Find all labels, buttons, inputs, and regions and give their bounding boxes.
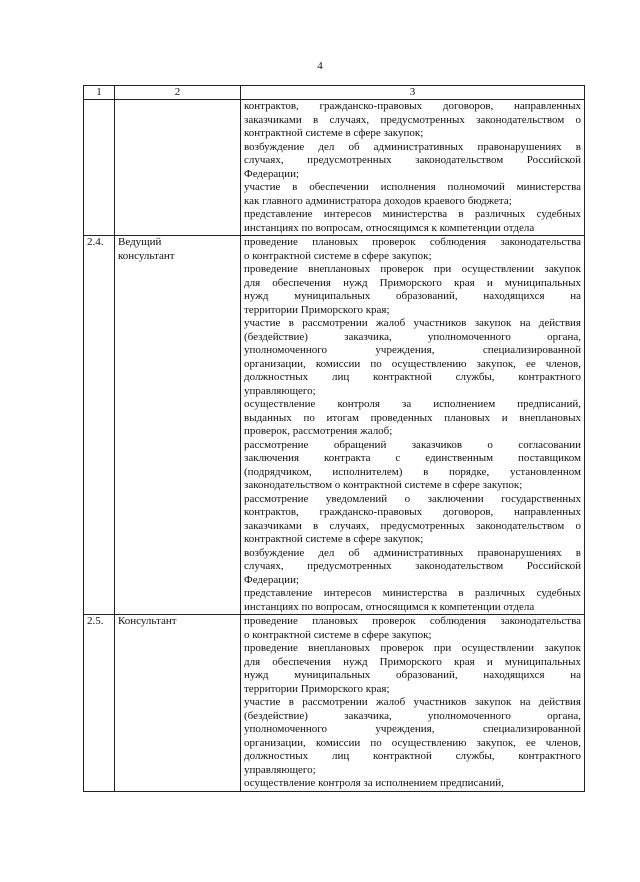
duty-text-line: уполномоченного учреждения, специализированной: [244, 723, 581, 735]
duty-text-line: управляющего;: [244, 384, 316, 397]
duty-text-line: должностных лиц контрактной службы, контрактного: [244, 371, 581, 383]
row-number: 2.4.: [84, 236, 115, 615]
duty-text-line: инстанциях по вопросам, относящимся к компетенции отдела: [244, 600, 535, 613]
duties-cell: [241, 100, 585, 236]
duty-text-line: проведение плановых проверок соблюдения законодательства: [244, 236, 581, 248]
position-title: [115, 615, 241, 792]
table-row: [84, 615, 585, 792]
duty-text-line: рассмотрение обращений заказчиков о согласовании: [244, 438, 581, 451]
position-title: [115, 236, 241, 615]
duty-text-line: заказчиками в случаях, предусмотренных законодательством о: [244, 113, 581, 126]
position-title-line: Консультант: [118, 615, 177, 627]
duty-text-line: рассмотрение уведомлений о заключении государственных: [244, 492, 581, 505]
row-number: [84, 100, 115, 236]
column-header: 2: [115, 86, 241, 100]
column-header: 1: [84, 86, 115, 100]
duty-text-line: контрактов, гражданско-правовых договоров, направленных: [244, 100, 581, 112]
duty-text-line: заказчиками в случаях, предусмотренных законодательством о: [244, 519, 581, 532]
duty-text-line: случаях, предусмотренных законодательством Российской: [244, 154, 581, 166]
duty-text-line: случаях, предусмотренных законодательством Российской: [244, 560, 581, 572]
duty-text-line: для обеспечения нужд Приморского края и муниципальных: [244, 655, 581, 668]
duty-text-line: для обеспечения нужд Приморского края и муниципальных: [244, 276, 581, 289]
duty-text-line: нужд муниципальных образований, находящихся на: [244, 669, 581, 681]
duty-text-line: о контрактной системе в сфере закупок;: [244, 249, 432, 262]
duty-text-line: нужд муниципальных образований, находящихся на: [244, 290, 581, 302]
duty-text-line: проведение внеплановых проверок при осуществлении закупок: [244, 642, 581, 654]
duty-text-line: организации, комиссии по осуществлению закупок, ее членов,: [244, 357, 581, 370]
duty-text-line: участие в обеспечении исполнения полномочий министерства: [244, 181, 581, 193]
duties-table: [83, 85, 585, 792]
page-number: 4: [317, 60, 323, 72]
duty-text-line: участие в рассмотрении жалоб участников закупок на действия: [244, 317, 581, 329]
duty-text-line: возбуждение дел об административных правонарушениях в: [244, 140, 581, 153]
duty-text-line: должностных лиц контрактной службы, контрактного: [244, 750, 581, 762]
duty-text-line: осуществление контроля за исполнением предписаний,: [244, 777, 504, 789]
duty-text-line: организации, комиссии по осуществлению закупок, ее членов,: [244, 736, 581, 749]
duty-text-line: территории Приморского края;: [244, 682, 390, 695]
duty-text-line: осуществление контроля за исполнением предписаний,: [244, 398, 581, 410]
duties-cell: [241, 236, 585, 615]
duty-text-line: представление интересов министерства в различных судебных: [244, 587, 581, 599]
duty-text-line: проверок, рассмотрения жалоб;: [244, 425, 393, 437]
row-number: 2.5.: [84, 615, 115, 792]
table-row: [84, 100, 585, 236]
duty-text-line: представление интересов министерства в различных судебных: [244, 208, 581, 220]
duty-text-line: о контрактной системе в сфере закупок;: [244, 628, 432, 641]
duty-text-line: как главного администратора доходов краевого бюджета;: [244, 194, 512, 207]
position-title-line: консультант: [118, 249, 175, 262]
duty-text-line: Федерации;: [244, 167, 300, 180]
column-header: 3: [241, 86, 585, 100]
duty-text-line: контрактов, гражданско-правовых договоров, направленных: [244, 506, 581, 518]
duty-text-line: законодательством о контрактной системе в сфере закупок;: [244, 479, 523, 491]
duty-text-line: заключения контракта с единственным поставщиком: [244, 452, 581, 464]
duty-text-line: территории Приморского края;: [244, 303, 390, 316]
duties-cell: [241, 615, 585, 792]
duty-text-line: возбуждение дел об административных правонарушениях в: [244, 546, 581, 559]
duty-text-line: выданных по итогам проведенных плановых и внеплановых: [244, 411, 581, 424]
duty-text-line: уполномоченного учреждения, специализированной: [244, 344, 581, 356]
duty-text-line: участие в рассмотрении жалоб участников закупок на действия: [244, 696, 581, 708]
duty-text-line: управляющего;: [244, 763, 316, 776]
table-header-row: [84, 86, 585, 100]
duty-text-line: проведение внеплановых проверок при осуществлении закупок: [244, 263, 581, 275]
duty-text-line: инстанциях по вопросам, относящимся к компетенции отдела: [244, 221, 535, 234]
position-title: [115, 100, 241, 236]
duty-text-line: контрактной системе в сфере закупок;: [244, 533, 424, 545]
duty-text-line: контрактной системе в сфере закупок;: [244, 127, 424, 139]
duty-text-line: (бездействие) заказчика, уполномоченного органа,: [244, 330, 581, 343]
duty-text-line: проведение плановых проверок соблюдения законодательства: [244, 615, 581, 627]
table-row: [84, 236, 585, 615]
duty-text-line: Федерации;: [244, 573, 300, 586]
duty-text-line: (бездействие) заказчика, уполномоченного органа,: [244, 709, 581, 722]
position-title-line: Ведущий: [118, 236, 162, 248]
duty-text-line: (подрядчиком, исполнителем) в порядке, установленном: [244, 465, 581, 478]
